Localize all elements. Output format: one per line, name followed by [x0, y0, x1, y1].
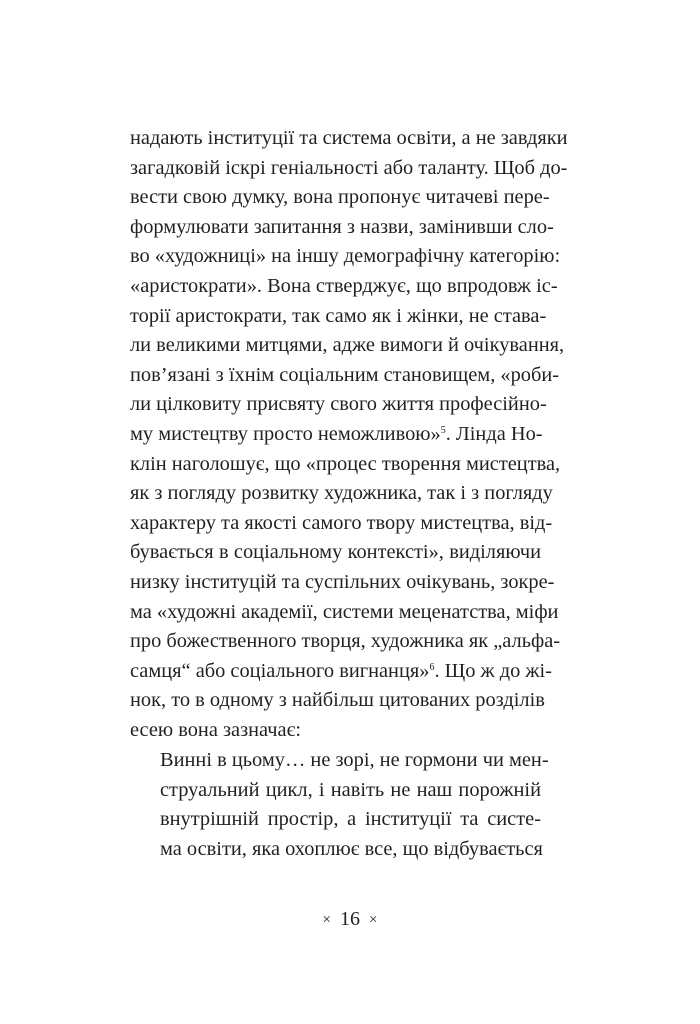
body-text — [130, 124, 568, 745]
body-line: надають інституції та система освіти, а не завдяки — [130, 127, 568, 149]
body-line: характеру та якості самого твору мистецтва, від- — [130, 511, 553, 534]
body-line-text: му мистецтву просто неможливою» — [130, 422, 441, 445]
quote-line: струальний цикл, і навіть не наш порожній — [160, 778, 541, 801]
footnote-marker[interactable]: 5 — [440, 424, 446, 436]
body-line — [130, 420, 541, 450]
page-number: 16 — [340, 908, 360, 930]
quote-line: ма освіти, яка охоплює все, що відбувається — [160, 837, 543, 860]
body-line-text: самця“ або соціального вигнанця» — [130, 659, 430, 682]
footnote-marker[interactable]: 6 — [429, 661, 435, 673]
ornament-right: × — [369, 912, 378, 928]
ornament-left: × — [322, 912, 331, 928]
body-line: вести свою думку, вона пропонує читачеві пере- — [130, 186, 550, 209]
body-line: есею вона зазначає: — [130, 718, 302, 741]
page-number-footer — [0, 905, 700, 935]
body-line: торії аристократи, так само як і жінки, не става- — [130, 304, 547, 327]
body-line: пов’язані з їхнім соціальним становищем, «роби- — [130, 363, 560, 386]
quote-line: Винні в цьому… не зорі, не гормони чи мен- — [160, 749, 549, 771]
body-line: во «художниці» на іншу демографічну категорію: — [130, 245, 561, 268]
body-line-tail: . Що ж до жі- — [434, 659, 552, 682]
body-line: «аристократи». Вона стверджує, що впродовж іс- — [130, 274, 558, 297]
block-quote — [160, 746, 549, 864]
body-line: ли цілковиту присвяту свого життя професійно- — [130, 393, 547, 416]
body-line: загадковій іскрі геніальності або таланту. Щоб до- — [130, 156, 568, 179]
body-line: формулювати запитання з назви, замінивши сло- — [130, 215, 554, 238]
body-line: низку інституцій та суспільних очікувань, зокре- — [130, 570, 555, 593]
body-line: нок, то в одному з найбільш цитованих розділів — [130, 689, 545, 712]
body-line: ли великими митцями, адже вимоги й очікування, — [130, 334, 565, 357]
quote-line: внутрішній простір, а інституції та систе- — [160, 808, 541, 831]
body-line-tail: . Лінда Но- — [445, 422, 543, 445]
body-line — [130, 657, 552, 687]
body-line: про божественного творця, художника як „альфа- — [130, 630, 561, 653]
body-line: клін наголошує, що «процес творення мистецтва, — [130, 452, 561, 475]
body-line: ма «художні академії, системи меценатства, міфи — [130, 600, 559, 623]
body-line: як з погляду розвитку художника, так і з погляду — [130, 482, 553, 505]
body-line: бувається в соціальному контексті», виділяючи — [130, 541, 541, 564]
